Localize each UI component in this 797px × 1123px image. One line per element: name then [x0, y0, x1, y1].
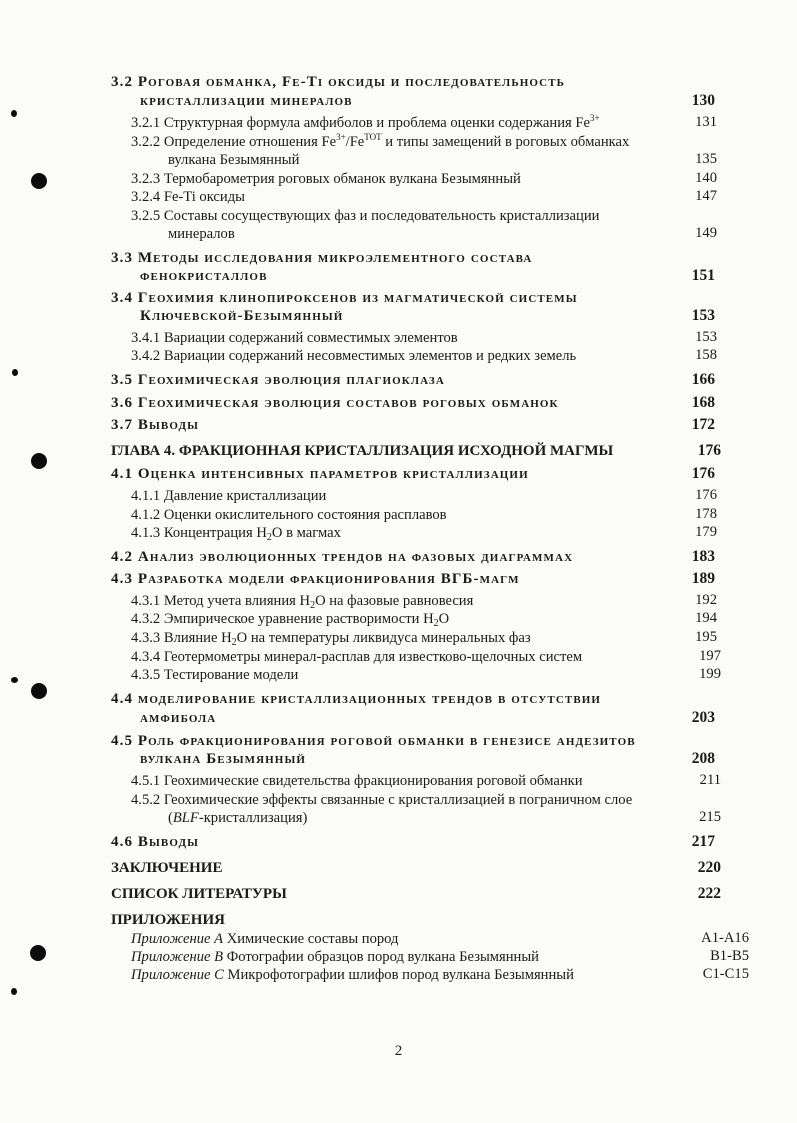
toc-entry-title: вулкана Безымянный — [140, 751, 307, 767]
toc-page-number: 149 — [695, 225, 717, 241]
toc-page-number: 158 — [695, 347, 717, 363]
toc-entry-title: 4.1.1 Давление кристаллизации — [131, 488, 327, 504]
toc-page-number: 208 — [691, 750, 715, 767]
toc-page-number: B1-B5 — [710, 948, 749, 964]
toc-entry-title: 3.7 Выводы — [111, 417, 200, 433]
toc-page-number: 176 — [695, 487, 717, 503]
toc-entry-title: 4.1 Оценка интенсивных параметров кристаллизации — [111, 466, 529, 482]
punch-hole — [31, 453, 47, 469]
toc-entry-title: 4.3 Разработка модели фракционирования ВГБ-магм — [111, 571, 520, 587]
toc-entry-title: Ключевской-Безымянный — [140, 308, 344, 324]
toc-entry-title: 4.6 Выводы — [111, 834, 200, 850]
toc-page-number: 151 — [691, 267, 715, 284]
toc-entry-title: фенокристаллов — [140, 268, 268, 284]
toc-entry-title: 3.2 Роговая обманка, Fe-Ti оксиды и последовательность — [111, 74, 566, 90]
toc-entry-title: кристаллизации минералов — [140, 93, 353, 109]
toc-page-number: 197 — [699, 648, 721, 664]
toc-entry-title: 4.5.1 Геохимические свидетельства фракционирования роговой обманки — [131, 773, 583, 789]
toc-entry-title: 4.3.5 Тестирование модели — [131, 667, 299, 683]
toc-entry-title: 3.2.2 Определение отношения $Fe^{3+}/Fe^{TOT}$ и типы замещений в роговых обманках — [131, 132, 630, 150]
toc-entry-title: 3.4.1 Вариации содержаний совместимых элементов — [131, 330, 458, 346]
toc-entry-title: 3.4.2 Вариации содержаний несовместимых элементов и редких земель — [131, 348, 577, 364]
toc-entry-title: 3.2.3 Термобарометрия роговых обманок вулкана Безымянный — [131, 171, 521, 187]
toc-page-number: 130 — [691, 92, 715, 109]
punch-hole — [30, 945, 46, 961]
toc-page-number: 189 — [691, 570, 715, 587]
toc-page-number: 172 — [691, 416, 715, 433]
toc-entry-title: 4.1.2 Оценки окислительного состояния расплавов — [131, 507, 447, 523]
toc-entry-title: 4.5.2 Геохимические эффекты связанные с кристаллизацией в пограничном слое — [131, 792, 633, 808]
toc-page-number: 217 — [691, 833, 715, 850]
toc-page-number: C1-C15 — [702, 966, 749, 982]
toc-chapter-title: СПИСОК ЛИТЕРАТУРЫ — [111, 886, 287, 902]
toc-entry-title: 3.2.5 Составы сосуществующих фаз и последовательность кристаллизации — [131, 208, 600, 224]
toc-page-number: 166 — [691, 371, 715, 388]
toc-page-number: 211 — [699, 772, 721, 788]
toc-entry-title: Приложение B Фотографии образцов пород вулкана Безымянный — [131, 949, 539, 965]
toc-chapter-title: ПРИЛОЖЕНИЯ — [111, 912, 225, 928]
scan-speck — [11, 110, 17, 117]
toc-entry-title: 4.5 Роль фракционирования роговой обманки в генезисе андезитов — [111, 733, 636, 749]
toc-entry-title: 3.5 Геохимическая эволюция плагиоклаза — [111, 372, 445, 388]
toc-page-number: 194 — [695, 610, 717, 626]
toc-chapter-title: ЗАКЛЮЧЕНИЕ — [111, 860, 223, 876]
toc-page-number: 153 — [691, 307, 715, 324]
toc-entry-title: 3.6 Геохимическая эволюция составов роговых обманок — [111, 395, 559, 411]
toc-chapter-title: ГЛАВА 4. ФРАКЦИОННАЯ КРИСТАЛЛИЗАЦИЯ ИСХОДНОЙ МАГМЫ — [111, 443, 614, 459]
scan-speck — [11, 677, 18, 683]
scan-speck — [12, 369, 18, 376]
toc-entry-title: 4.3.1 Метод учета влияния $H_2O$ на фазовые равновесия — [131, 593, 474, 611]
toc-entry-title: 4.3.2 Эмпирическое уравнение растворимости $H_2O$ — [131, 611, 450, 629]
toc-entry-title: минералов — [168, 226, 235, 242]
toc-page-number: 199 — [699, 666, 721, 682]
toc-entry-title: 3.4 Геохимия клинопироксенов из магматической системы — [111, 290, 578, 306]
toc-entry-title: амфибола — [140, 710, 217, 726]
toc-entry-title: вулкана Безымянный — [168, 152, 300, 168]
toc-page-number: 147 — [695, 188, 717, 204]
punch-hole — [31, 683, 47, 699]
toc-page-number: 153 — [695, 329, 717, 345]
toc-page-number: 135 — [695, 151, 717, 167]
toc-entry-title: Приложение C Микрофотографии шлифов пород вулкана Безымянный — [131, 967, 574, 983]
toc-page-number: 195 — [695, 629, 717, 645]
scan-speck — [11, 988, 17, 995]
toc-entry-title: Приложение A Химические составы пород — [131, 931, 399, 947]
toc-page-number: 192 — [695, 592, 717, 608]
toc-entry-title: 3.2.4 Fe-Ti оксиды — [131, 189, 245, 205]
toc-page-number: 176 — [691, 465, 715, 482]
toc-entry-title: 4.2 Анализ эволюционных трендов на фазовых диаграммах — [111, 549, 574, 565]
toc-page-number: 222 — [697, 885, 721, 902]
toc-page-number: 220 — [697, 859, 721, 876]
toc-entry-title: 4.3.4 Геотермометры минерал-расплав для известково-щелочных систем — [131, 649, 583, 665]
toc-entry-title: 3.3 Методы исследования микроэлементного состава — [111, 250, 533, 266]
toc-entry-title: 4.1.3 Концентрация $H_2O$ в магмах — [131, 525, 341, 543]
toc-entry-title: 3.2.1 Структурная формула амфиболов и проблема оценки содержания $Fe^{3+}$ — [131, 113, 600, 131]
toc-page-number: 203 — [691, 709, 715, 726]
toc-entry-title: 4.4 моделирование кристаллизационных трендов в отсутствии — [111, 691, 602, 707]
punch-hole — [31, 173, 47, 189]
toc-page-number: A1-A16 — [701, 930, 749, 946]
toc-page-number: 140 — [695, 170, 717, 186]
toc-page-number: 179 — [695, 524, 717, 540]
toc-page-number: 131 — [695, 114, 717, 130]
toc-entry-title: (BLF-кристаллизация) — [168, 810, 308, 826]
page-number: 2 — [394, 1043, 403, 1059]
toc-page-number: 176 — [697, 442, 721, 459]
toc-page-number: 178 — [695, 506, 717, 522]
toc-page-number: 215 — [699, 809, 721, 825]
toc-page-number: 168 — [691, 394, 715, 411]
toc-page-number: 183 — [691, 548, 715, 565]
toc-entry-title: 4.3.3 Влияние $H_2O$ на температуры ликвидуса минеральных фаз — [131, 630, 531, 648]
